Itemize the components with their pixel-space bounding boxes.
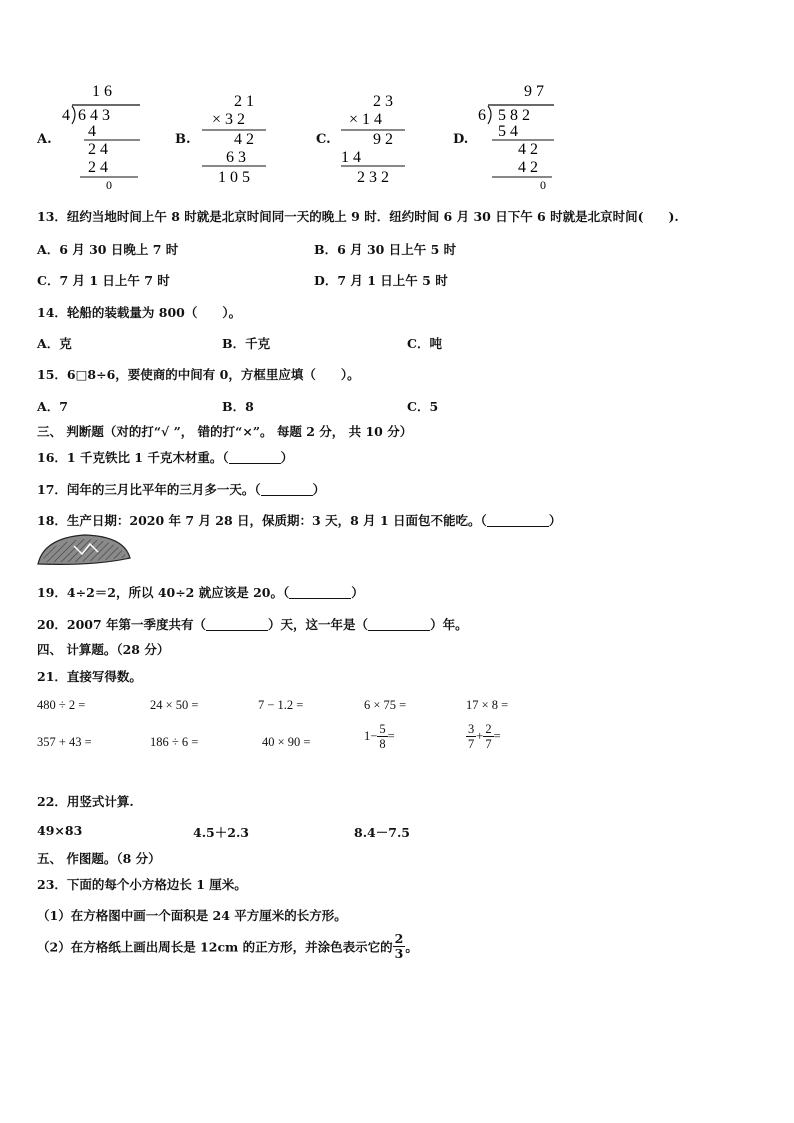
q21-item-1: 480 ÷ 2 = <box>37 698 86 712</box>
q17-answer-blank[interactable] <box>261 483 313 496</box>
option-a-label[interactable]: A. <box>37 132 52 147</box>
plus-sign: + <box>476 729 484 743</box>
svg-text:2 4: 2 4 <box>88 159 108 176</box>
option-d-label[interactable]: D. <box>453 132 469 147</box>
fraction-2-3: $\frac{2}{3}$ <box>394 931 404 961</box>
q18-text: 18．生产日期：2020 年 7 月 28 日，保质期：3 天，8 月 1 日面包不能吃。 <box>37 513 481 528</box>
q13-option-b[interactable]: B．6 月 30 日上午 5 时 <box>314 242 457 257</box>
svg-text:9 7: 9 7 <box>524 83 544 100</box>
q20-blank-days[interactable] <box>206 618 268 631</box>
svg-text:4 2: 4 2 <box>234 131 254 148</box>
section-4-heading: 四、 计算题。（28 分） <box>37 642 170 657</box>
q15-text: 15．6□8÷6，要使商的中间有 0，方框里应填（ ）。 <box>37 367 360 382</box>
svg-text:4 2: 4 2 <box>518 141 538 158</box>
q23-period: 。 <box>405 939 418 955</box>
svg-text:5 4: 5 4 <box>498 123 518 140</box>
svg-text:2 1: 2 1 <box>234 93 254 110</box>
svg-text:× 1 4: × 1 4 <box>349 111 383 128</box>
fraction-5-8: $\frac{5}{8}$ <box>379 722 386 751</box>
q21-item-7: 186 ÷ 6 = <box>150 735 199 749</box>
fraction-3-7: $\frac{3}{7}$ <box>468 722 475 751</box>
q22-item-3: 8.4－7.5 <box>354 825 410 840</box>
q15-option-a[interactable]: A．7 <box>37 399 68 414</box>
svg-text:6 3: 6 3 <box>226 149 246 166</box>
svg-text:6: 6 <box>478 107 486 124</box>
q23-part1: （1）在方格图中画一个面积是 24 平方厘米的长方形。 <box>37 908 347 923</box>
svg-text:5 8 2: 5 8 2 <box>498 107 530 124</box>
bread-image <box>34 532 134 568</box>
q22-item-2: 4.5＋2.3 <box>193 825 249 840</box>
q16-answer-blank[interactable] <box>229 451 281 464</box>
frac2-equals: = <box>493 729 501 743</box>
q18-line: 18．生产日期：2020 年 7 月 28 日，保质期：3 天，8 月 1 日面包不能吃。（ ） <box>37 513 562 528</box>
q22-item-1: 49×83 <box>37 823 83 838</box>
svg-text:1 0 5: 1 0 5 <box>218 169 250 186</box>
option-c-multiplication <box>335 90 415 186</box>
q13-option-c[interactable]: C．7 月 1 日上午 7 时 <box>37 273 170 288</box>
q21-item-8: 40 × 90 = <box>262 735 311 749</box>
q21-title: 21．直接写得数。 <box>37 669 142 684</box>
q21-item-5: 17 × 8 = <box>466 698 509 712</box>
q23-title: 23．下面的每个小方格边长 1 厘米。 <box>37 877 247 892</box>
svg-text:2 3: 2 3 <box>373 93 393 110</box>
q20-part1: 20．2007 年第一季度共有（ <box>37 617 207 632</box>
svg-text:0: 0 <box>106 178 112 192</box>
option-b-label[interactable]: B. <box>175 132 191 147</box>
q22-title: 22．用竖式计算. <box>37 794 134 809</box>
svg-text:1 4: 1 4 <box>341 149 361 166</box>
q19-text: 19．4÷2＝2，所以 40÷2 就应该是 20。 <box>37 585 283 600</box>
frac1-whole: 1− <box>364 729 378 743</box>
q23-part2-line <box>37 932 418 961</box>
q19-answer-blank[interactable] <box>289 586 351 599</box>
a-divisor: 4 <box>62 107 70 124</box>
q23-part2: （2）在方格纸上画出周长是 12cm 的正方形，并涂色表示它的 <box>37 939 393 955</box>
q20-part3: ）年。 <box>430 617 468 632</box>
q14-text: 14．轮船的装载量为 800（ ）。 <box>37 305 242 320</box>
svg-text:2 3 2: 2 3 2 <box>357 169 389 186</box>
q17-line: 17．闰年的三月比平年的三月多一天。（ ） <box>37 482 326 497</box>
q17-text: 17．闰年的三月比平年的三月多一天。 <box>37 482 255 497</box>
q21-item-9 <box>364 722 395 751</box>
q20-part2: ）天，这一年是（ <box>268 617 369 632</box>
svg-text:2 4: 2 4 <box>88 141 108 158</box>
q21-item-10 <box>466 722 501 751</box>
q13-text: 13．纽约当地时间上午 8 时就是北京时间同一天的晚上 9 时．纽约时间 6 月 30 日下午 6 时就是北京时间( ). <box>37 209 679 224</box>
svg-text:4 2: 4 2 <box>518 159 538 176</box>
a-quotient: 1 6 <box>92 83 112 100</box>
q13-option-d[interactable]: D．7 月 1 日上午 5 时 <box>314 273 448 288</box>
q21-item-4: 6 × 75 = <box>364 698 407 712</box>
option-a-division <box>58 80 148 192</box>
q19-line: 19．4÷2＝2，所以 40÷2 就应该是 20。（ ） <box>37 585 364 600</box>
svg-text:× 3 2: × 3 2 <box>212 111 246 128</box>
section-3-heading: 三、 判断题（对的打“√ ”， 错的打“×”。 每题 2 分， 共 10 分） <box>37 424 413 439</box>
option-c-label[interactable]: C. <box>316 132 331 147</box>
svg-text:4: 4 <box>88 123 96 140</box>
q15-option-b[interactable]: B．8 <box>222 399 254 414</box>
q21-item-6: 357 + 43 = <box>37 735 92 749</box>
q21-item-3: 7 − 1.2 = <box>258 698 304 712</box>
q20-blank-year-type[interactable] <box>368 618 430 631</box>
q18-answer-blank[interactable] <box>487 514 549 527</box>
q14-option-c[interactable]: C．吨 <box>407 336 442 351</box>
q14-option-b[interactable]: B．千克 <box>222 336 271 351</box>
q16-text: 16．1 千克铁比 1 千克木材重。 <box>37 450 223 465</box>
svg-text:0: 0 <box>540 178 546 192</box>
q21-item-2: 24 × 50 = <box>150 698 199 712</box>
q13-option-a[interactable]: A．6 月 30 日晚上 7 时 <box>37 242 179 257</box>
frac1-equals: = <box>387 729 395 743</box>
svg-text:9 2: 9 2 <box>373 131 393 148</box>
section-5-heading: 五、 作图题。（8 分） <box>37 851 161 866</box>
q14-option-a[interactable]: A．克 <box>37 336 72 351</box>
a-dividend: 6 4 3 <box>78 107 110 124</box>
option-d-division <box>474 80 564 192</box>
option-b-multiplication <box>196 90 276 186</box>
q20-line <box>37 615 468 633</box>
q16-line: 16．1 千克铁比 1 千克木材重。（ ） <box>37 450 294 465</box>
q15-option-c[interactable]: C．5 <box>407 399 439 414</box>
fraction-2-7: $\frac{2}{7}$ <box>485 722 492 751</box>
